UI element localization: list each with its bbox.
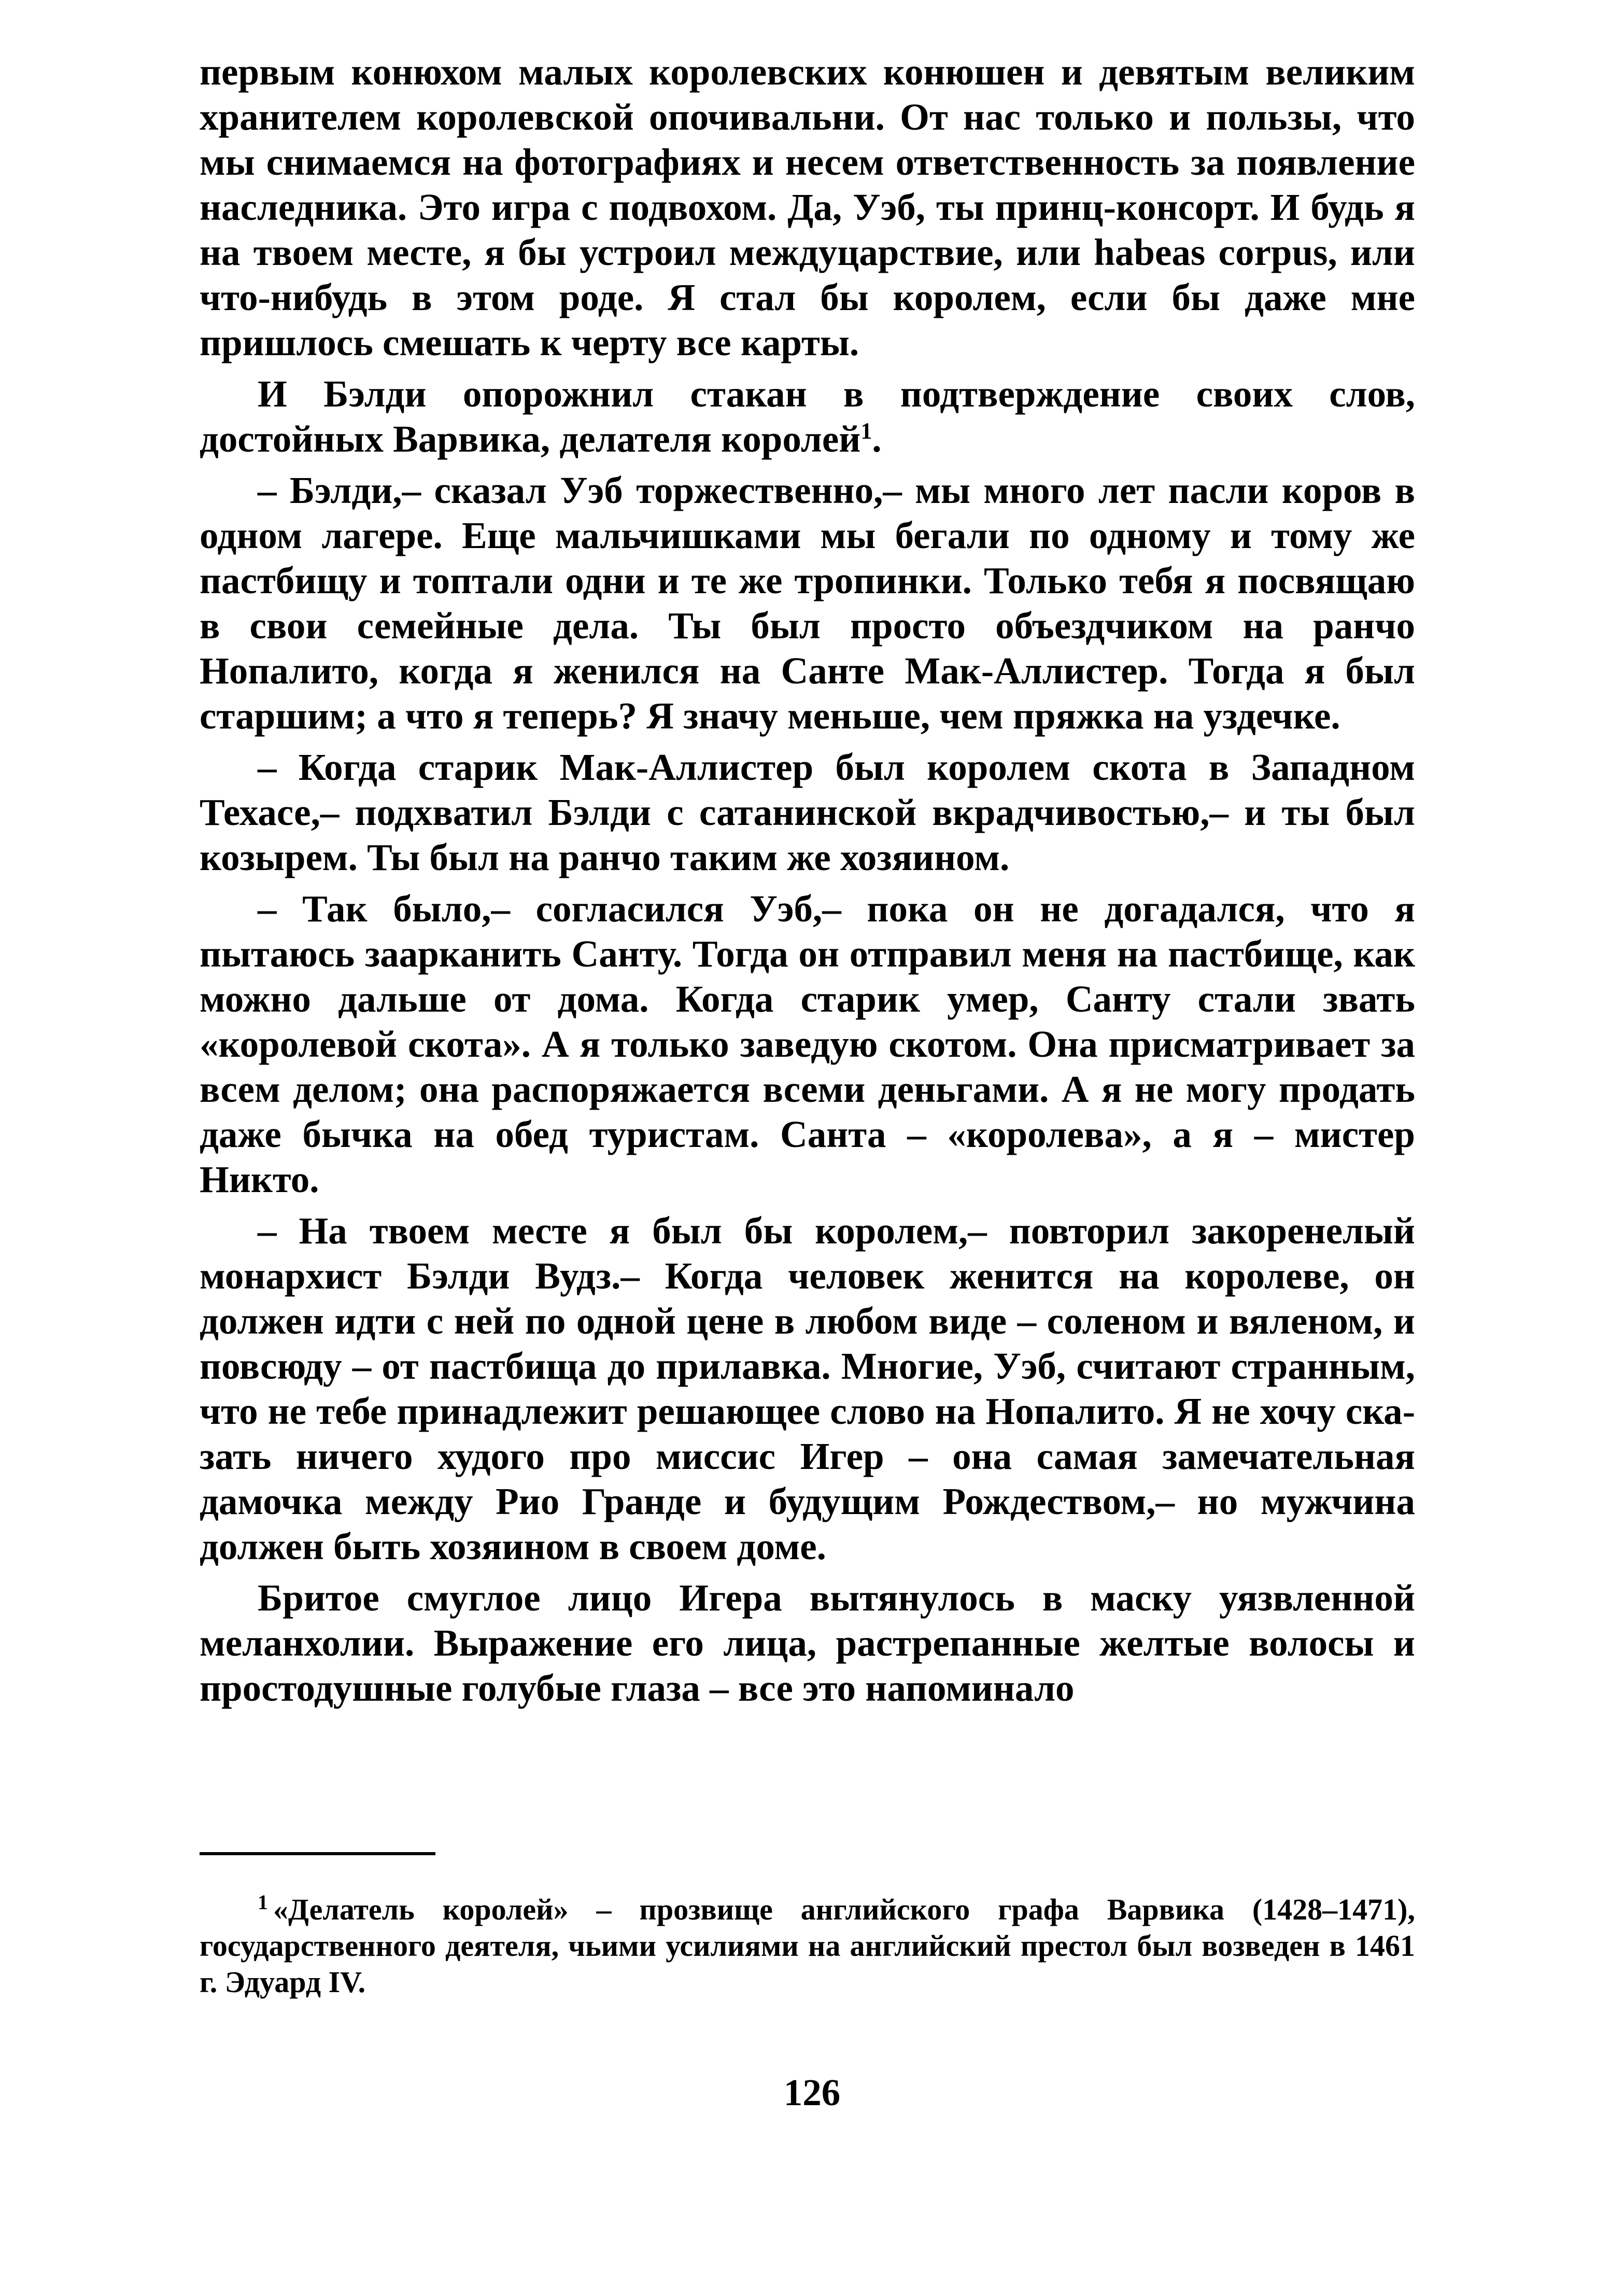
main-text bbox=[200, 49, 1415, 1711]
paragraph-6: – На твоем месте я был бы королем,– повторил закоренелый монархист Бэлди Вудз.– Когда человек женится на королеве, он должен идти с ней по одной цене в любом виде – соленом и вяленом, и повсюду – от пастбища до прилавка. Многие, Уэб, считают странным, что не тебе принадлежит решающее слово на Нопалито. Я не хочу сказать ничего худого про миссис Игер – она самая замечательная дамочка между Рио Гранде и будущим Рождеством,– но мужчина должен быть хозяином в своем доме. bbox=[200, 1210, 1415, 1567]
footnote-divider bbox=[200, 1852, 435, 1855]
footnote-marker: 1 bbox=[258, 1890, 268, 1914]
footnote-text: «Делатель королей» – прозвище английского графа Варвика (1428–1471), государственного деятеля, чьими усилиями на английский престол был возведен в 1461 г. Эдуард IV. bbox=[200, 1893, 1415, 1999]
paragraph-2-tail: . bbox=[872, 418, 882, 460]
paragraph-4: – Когда старик Мак-Аллистер был королем скота в Западном Техасе,– подхватил Бэлди с сатанинской вкрадчивостью,– и ты был козырем. Ты был на ранчо таким же хозяином. bbox=[200, 746, 1415, 878]
footnote bbox=[200, 1892, 1415, 2000]
paragraph-1: первым конюхом малых королевских конюшен и девятым великим хранителем королевской опочивальни. От нас только и пользы, что мы снимаемся на фотографиях и несем ответственность за появление наследника. Это игра с подвохом. Да, Уэб, ты принц-консорт. И будь я на твоем месте, я бы устроил междуцарствие, или habeas corpus, или что-нибудь в этом роде. Я стал бы королем, если бы даже мне пришлось смешать к черту все карты. bbox=[200, 51, 1415, 363]
page-number: 126 bbox=[783, 2071, 841, 2113]
paragraph-7: Бритое смуглое лицо Игера вытянулось в маску уязвленной меланхолии. Выражение его лица, растрепанные желтые волосы и простодушные голубые глаза – все это напоминало bbox=[200, 1577, 1415, 1709]
paragraph-3: – Бэлди,– сказал Уэб торжественно,– мы много лет пасли коров в одном лагере. Еще мальчишками мы бегали по одному и тому же пастбищу и топтали одни и те же тропинки. Только тебя я посвящаю в свои семейные дела. Ты был просто объездчиком на ранчо Нопалито, когда я женился на Санте Мак-Аллистер. Тогда я был старшим; а что я теперь? Я значу меньше, чем пряжка на уздечке. bbox=[200, 469, 1415, 737]
paragraph-2 bbox=[200, 371, 1415, 461]
paragraph-5: – Так было,– согласился Уэб,– пока он не догадался, что я пытаюсь заарканить Санту. Тогда он отправил меня на пастбище, как можно дальше от дома. Когда старик умер, Санту стали звать «королевой скота». А я только заведую скотом. Она присматривает за всем делом; она распоряжается всеми деньгами. А я не могу продать даже бычка на обед туристам. Санта – «королева», а я – мистер Никто. bbox=[200, 888, 1415, 1200]
footnote-reference: 1 bbox=[860, 418, 872, 444]
paragraph-2-text: И Бэлди опорожнил стакан в подтверждение своих слов, достойных Варвика, делателя королей bbox=[200, 373, 1415, 460]
